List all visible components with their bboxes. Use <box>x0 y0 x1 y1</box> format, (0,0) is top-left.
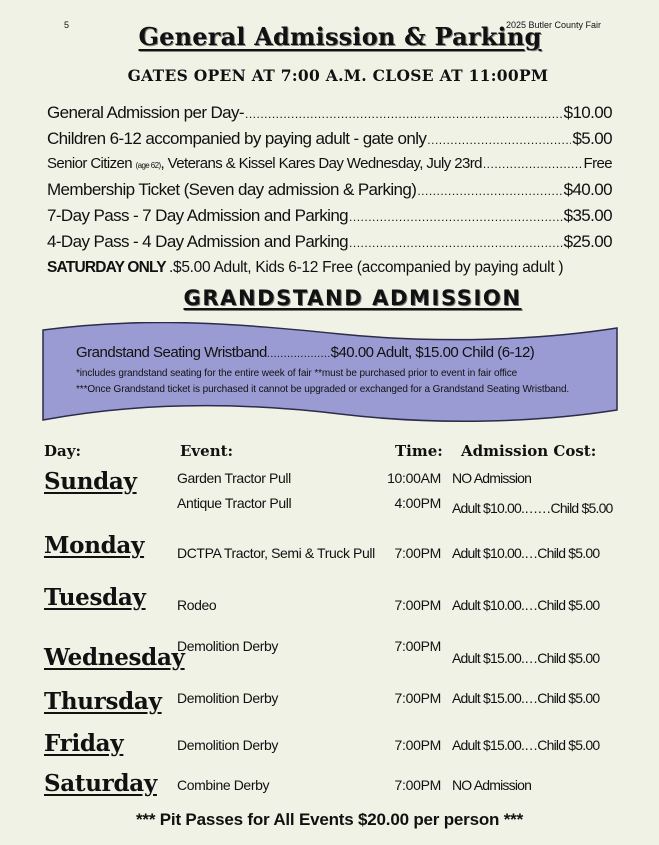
price-label: 4-Day Pass - 4 Day Admission and Parking <box>47 232 349 251</box>
leader-dots <box>349 236 563 250</box>
gates-hours: GATES OPEN AT 7:00 A.M. CLOSE AT 11:00PM <box>127 66 549 85</box>
cost-tuesday: Adult $10.00.…Child $5.00 <box>452 597 600 613</box>
senior-label: Senior Citizen <box>47 155 136 172</box>
time-sunday: 10:00AM <box>387 470 441 486</box>
page-number: 5 <box>64 20 70 30</box>
price-amount: $5.00 <box>572 129 612 148</box>
saturday-only-text: .$5.00 Adult, Kids 6-12 Free (accompanied by paying adult ) <box>169 259 564 276</box>
header-day: Day: <box>44 442 81 460</box>
price-row-7-day-pass <box>47 206 612 228</box>
saturday-only-label: SATURDAY ONLY <box>47 259 170 276</box>
grandstand-title: GRANDSTAND ADMISSION <box>183 286 522 310</box>
price-label <box>47 155 482 172</box>
event-friday: Demolition Derby <box>177 737 278 753</box>
event-saturday: Combine Derby <box>177 777 270 793</box>
leader-dots <box>417 184 562 198</box>
age-note: (age 62) <box>135 161 161 170</box>
wristband-label: Grandstand Seating Wristband <box>76 344 267 361</box>
event-sunday-2: Antique Tractor Pull <box>177 495 292 511</box>
time-friday: 7:00PM <box>394 737 441 753</box>
price-row-4-day-pass <box>47 232 612 254</box>
leader-dots <box>245 107 563 121</box>
time-sunday-2: 4:00PM <box>394 495 441 511</box>
header-event: Event: <box>180 442 234 460</box>
price-label: Children 6-12 accompanied by paying adult - gate only <box>47 129 427 148</box>
veterans-label: , Veterans & Kissel Kares Day Wednesday, July 23rd <box>160 155 482 172</box>
day-saturday: Saturday <box>44 770 157 797</box>
pit-passes-note: *** Pit Passes for All Events $20.00 per person *** <box>136 810 523 829</box>
price-row-membership <box>47 180 612 202</box>
event-tuesday: Rodeo <box>177 597 217 613</box>
price-amount: $40.00 <box>563 180 612 199</box>
day-wednesday: Wednesday <box>44 644 185 671</box>
day-thursday: Thursday <box>44 688 162 715</box>
header-cost: Admission Cost: <box>461 442 597 460</box>
price-label: Membership Ticket (Seven day admission & Parking) <box>47 180 417 199</box>
wristband-note-1: *includes grandstand seating for the entire week of fair **must be purchased prior to event in fair office <box>76 368 518 379</box>
event-monday: DCTPA Tractor, Semi & Truck Pull <box>177 545 375 561</box>
event-wednesday: Demolition Derby <box>177 638 278 654</box>
wristband-note-2: ***Once Grandstand ticket is purchased it cannot be upgraded or exchanged for a Grandstand Seating Wristband. <box>76 384 570 395</box>
price-amount: Free <box>583 155 612 172</box>
price-amount: $35.00 <box>563 206 612 225</box>
day-tuesday: Tuesday <box>44 584 146 611</box>
time-saturday: 7:00PM <box>394 777 441 793</box>
day-sunday: Sunday <box>44 468 137 495</box>
price-amount: $10.00 <box>563 103 612 122</box>
time-thursday: 7:00PM <box>394 690 441 706</box>
saturday-only-note <box>47 259 563 277</box>
event-sunday: Garden Tractor Pull <box>177 470 291 486</box>
time-tuesday: 7:00PM <box>394 597 441 613</box>
leader-dots <box>349 210 563 224</box>
cost-wednesday: Adult $15.00.…Child $5.00 <box>452 650 600 666</box>
cost-thursday: Adult $15.00.…Child $5.00 <box>452 690 600 706</box>
fair-name: 2025 Butler County Fair <box>506 20 602 30</box>
price-label: General Admission per Day- <box>47 103 244 122</box>
price-amount: $25.00 <box>563 232 612 251</box>
wristband-line <box>76 344 534 361</box>
price-row-general-admission <box>47 103 612 125</box>
leader-dots <box>483 157 583 171</box>
cost-saturday: NO Admission <box>452 777 532 793</box>
day-monday: Monday <box>44 532 145 559</box>
time-wednesday: 7:00PM <box>394 638 441 654</box>
cost-sunday-2: Adult $10.00.……Child $5.00 <box>452 500 613 516</box>
time-monday: 7:00PM <box>394 545 441 561</box>
event-thursday: Demolition Derby <box>177 690 278 706</box>
page-title: General Admission & Parking <box>138 22 542 51</box>
cost-friday: Adult $15.00.…Child $5.00 <box>452 737 600 753</box>
price-row-children <box>47 129 612 151</box>
day-friday: Friday <box>44 730 124 757</box>
wristband-price: $40.00 Adult, $15.00 Child (6-12) <box>330 344 535 361</box>
header-time: Time: <box>395 442 443 460</box>
leader-dots: ................... <box>266 348 331 360</box>
leader-dots <box>427 133 571 147</box>
price-row-senior-veterans <box>47 155 612 177</box>
price-label: 7-Day Pass - 7 Day Admission and Parking <box>47 206 349 225</box>
cost-monday: Adult $10.00.…Child $5.00 <box>452 545 600 561</box>
cost-sunday: NO Admission <box>452 470 532 486</box>
